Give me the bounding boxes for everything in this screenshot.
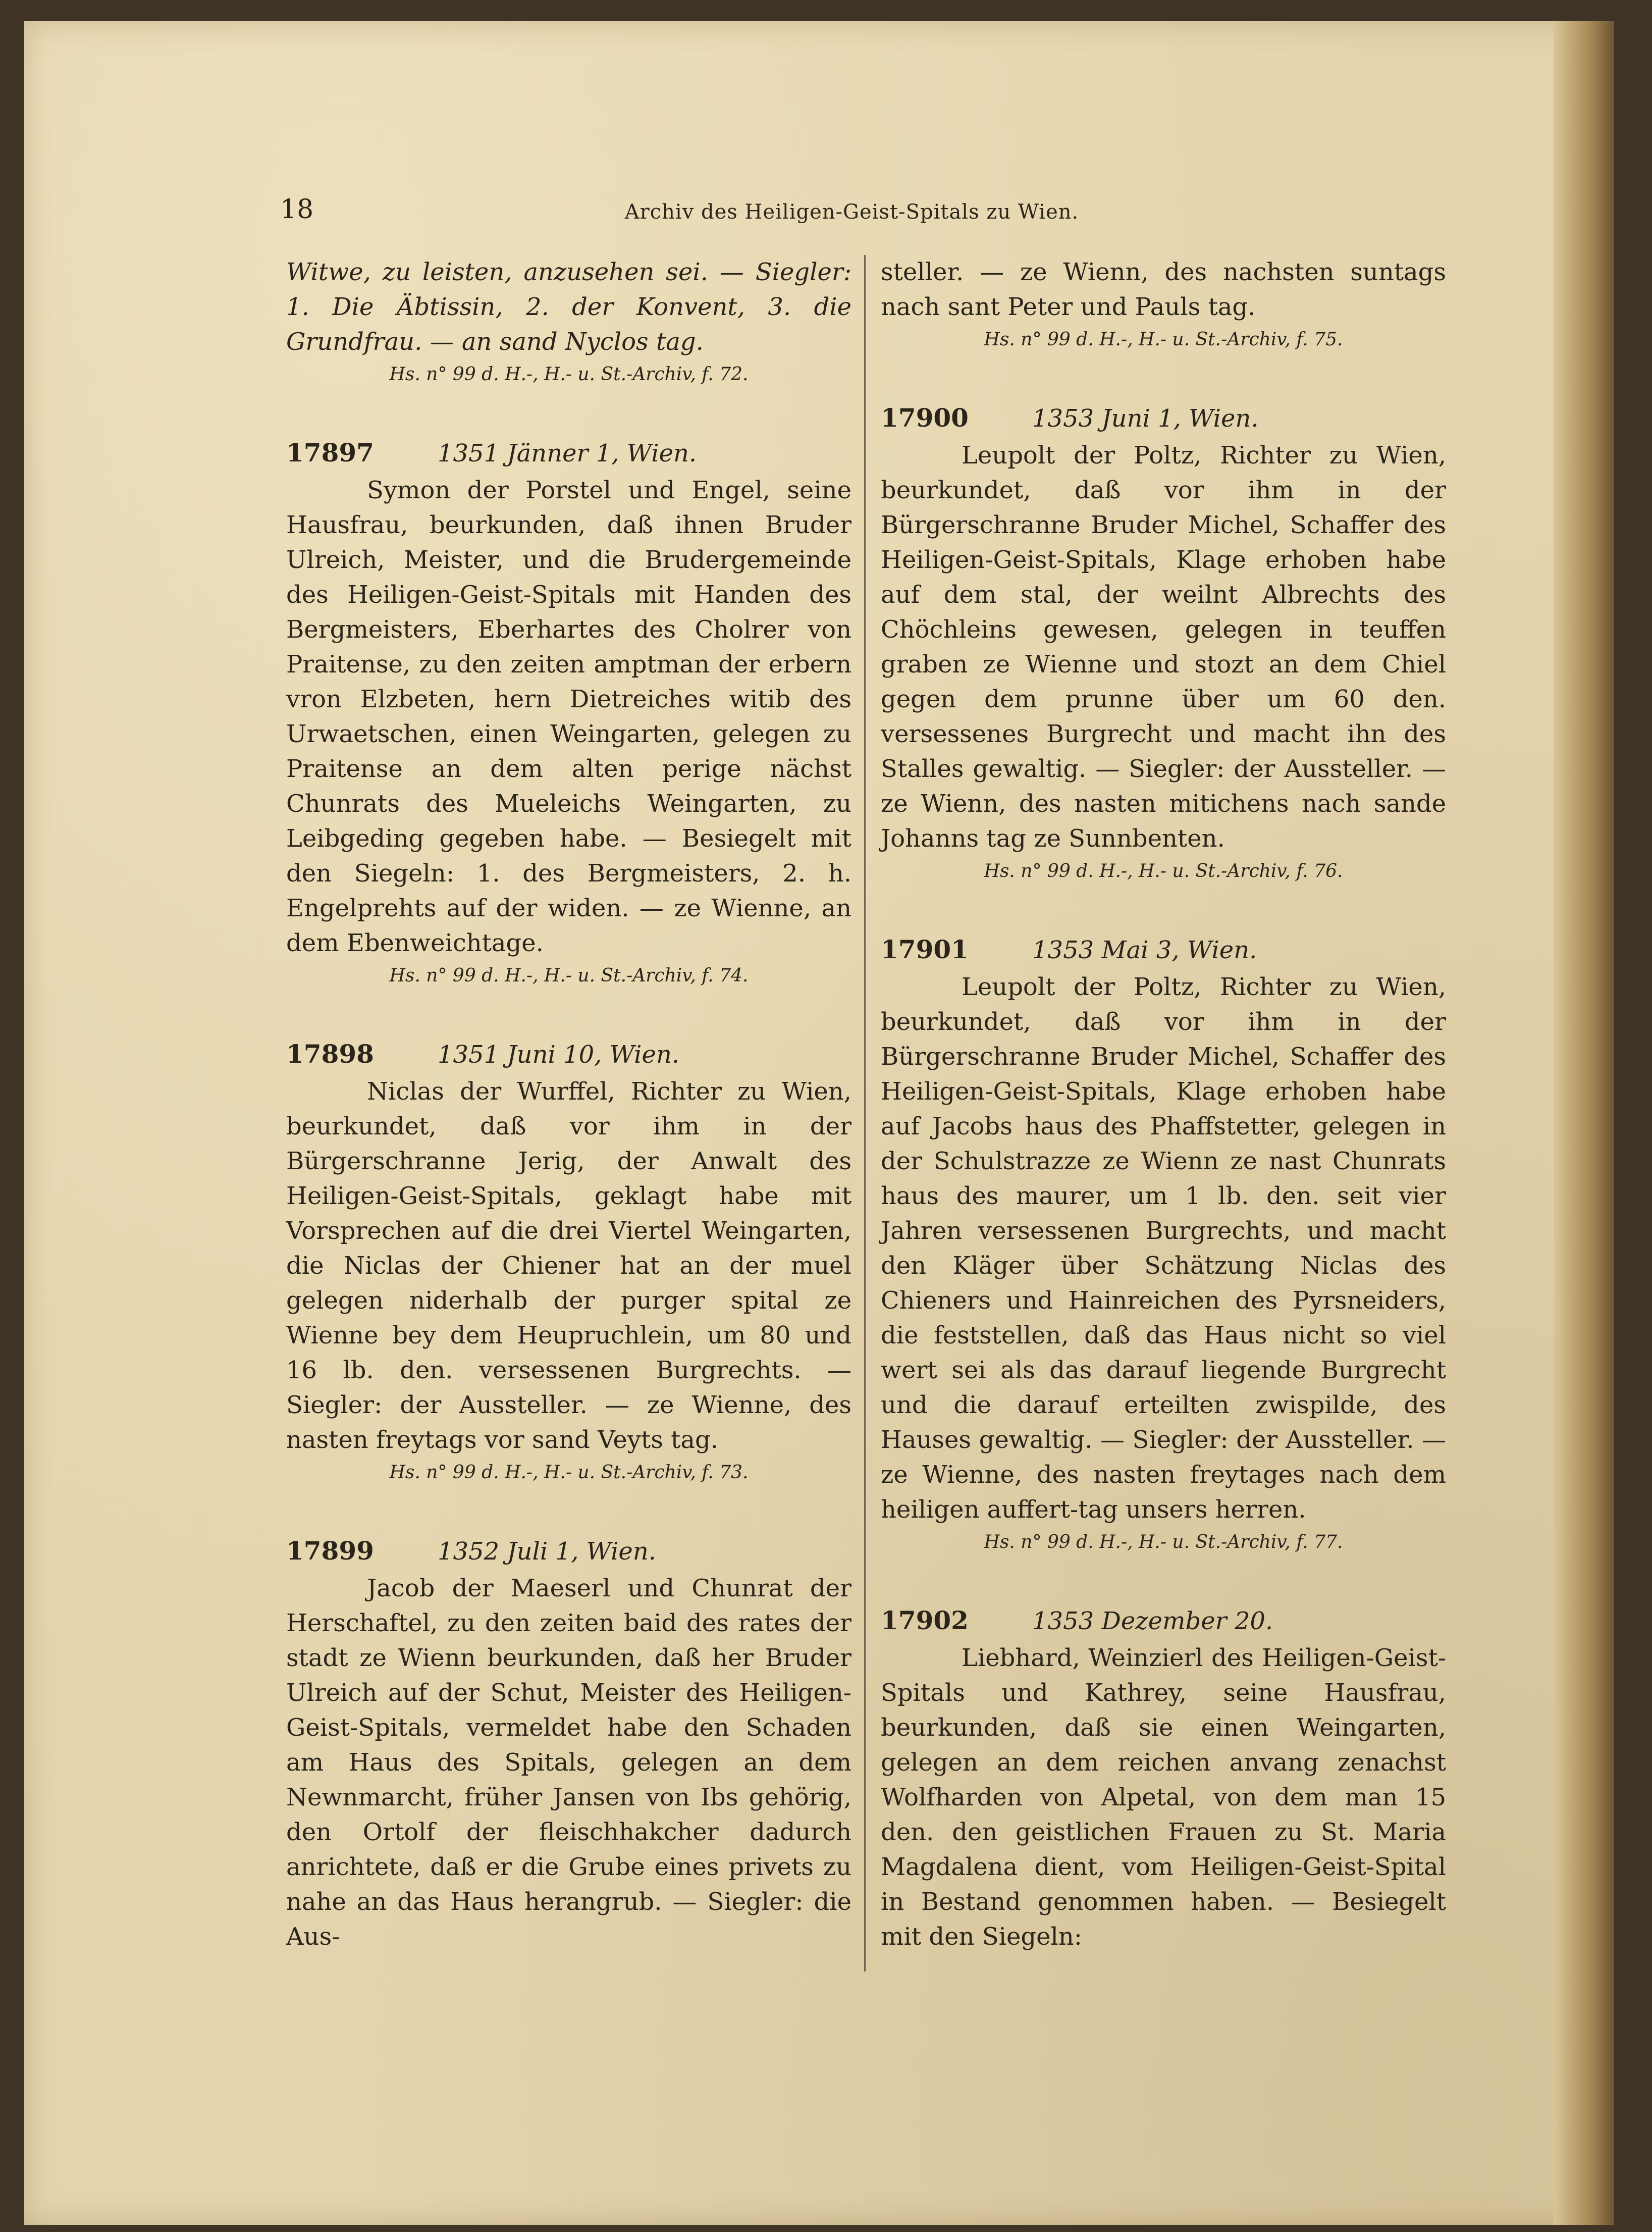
entry-number: 17900 (881, 403, 969, 433)
right-column (881, 255, 1446, 1954)
entry-number: 17902 (881, 1605, 969, 1635)
entry-number: 17898 (286, 1039, 374, 1069)
archive-citation: Hs. n° 99 d. H.-, H.- u. St.-Archiv, f. 72. (389, 364, 749, 385)
entry-17902 (881, 1603, 1446, 1954)
entry-text: Jacob der Maeserl und Chunrat der Herschaftel, zu den zeiten baid des rates der stadt ze Wienn beurkunden, daß her Bruder Ulreich auf der Schut, Meister des Heiligen-Geist-Spitals, vermeldet habe den Schaden am Haus des Spitals, gelegen an dem Newnmarcht, früher Jansen von Ibs gehörig, den Ortolf der fleischhakcher dadurch anrichtete, daß er die Grube eines privets zu nahe an das Haus herangrub. — Siegler: die Aus- (286, 1574, 851, 1951)
entry-number: 17901 (881, 935, 969, 964)
entry-17899 (286, 1533, 851, 1954)
page-header (275, 194, 1428, 235)
entry-date: 1352 Juli 1, Wien. (438, 1537, 657, 1566)
page-spine-edge (1554, 21, 1614, 2225)
archive-citation: Hs. n° 99 d. H.-, H.- u. St.-Archiv, f. 76. (984, 861, 1343, 881)
entry-date: 1353 Dezember 20. (1032, 1607, 1273, 1635)
left-column (286, 255, 851, 1954)
page-number: 18 (280, 194, 314, 225)
continuation-text: Witwe, zu leisten, anzusehen sei. — Siegler: 1. Die Äbtissin, 2. der Konvent, 3. die Grundfrau. — an sand Nyclos tag. (286, 258, 851, 356)
entry-17897 (286, 435, 851, 991)
entry-text: Leupolt der Poltz, Richter zu Wien, beurkundet, daß vor ihm in der Bürgerschranne Bruder Michel, Schaffer des Heiligen-Geist-Spitals, Klage erhoben habe auf dem stal, der weilnt Albrechts des Chöchleins gewesen, gelegen in teuffen graben ze Wienne und stozt an dem Chiel gegen dem prunne über um 60 den. versessenes Burgrecht und macht ihn des Stalles gewaltig. — Siegler: der Aussteller. — ze Wienn, des nasten mitichens nach sande Johanns tag ze Sunnbenten. (881, 441, 1446, 853)
entry-number: 17897 (286, 438, 374, 468)
entry-text: Symon der Porstel und Engel, seine Hausfrau, beurkunden, daß ihnen Bruder Ulreich, Meister, und die Brudergemeinde des Heiligen-Geist-Spitals mit Handen des Bergmeisters, Eberhartes des Cholrer von Praitense, zu den zeiten amptman der erbern vron Elzbeten, hern Dietreiches witib des Urwaetschen, einen Weingarten, gelegen zu Praitense an dem alten perige nächst Chunrats des Mueleichs Weingarten, zu Leibgeding gegeben habe. — Besiegelt mit den Siegeln: 1. des Bergmeisters, 2. h. Engelprehts auf der widen. — ze Wienne, an dem Ebenweichtage. (286, 476, 851, 957)
archive-citation: Hs. n° 99 d. H.-, H.- u. St.-Archiv, f. 73. (389, 1462, 749, 1483)
entry-17900 (881, 400, 1446, 887)
archive-citation: Hs. n° 99 d. H.-, H.- u. St.-Archiv, f. 74. (389, 965, 749, 986)
archive-citation: Hs. n° 99 d. H.-, H.- u. St.-Archiv, f. 75. (984, 329, 1343, 350)
column-divider (864, 255, 866, 1971)
entry-date: 1353 Mai 3, Wien. (1032, 936, 1257, 964)
entry-text: Leupolt der Poltz, Richter zu Wien, beurkundet, daß vor ihm in der Bürgerschranne Bruder Michel, Schaffer des Heiligen-Geist-Spitals, Klage erhoben habe auf Jacobs haus des Phaffstetter, gelegen in der Schulstrazze ze Wienn ze nast Chunrats haus des maurer, um 1 lb. den. seit vier Jahren versessenen Burgrechts, und macht den Kläger über Schätzung Niclas des Chieners und Hainreichen des Pyrsneiders, die feststellen, daß das Haus nicht so viel wert sei als das darauf liegende Burgrecht und die darauf erteilten zwispilde, des Hauses gewaltig. — Siegler: der Aussteller. — ze Wienne, des nasten freytages nach dem heiligen auffert-tag unsers herren. (881, 973, 1446, 1524)
entry-text: Niclas der Wurffel, Richter zu Wien, beurkundet, daß vor ihm in der Bürgerschranne Jerig, der Anwalt des Heiligen-Geist-Spitals, geklagt habe mit Vorsprechen auf die drei Viertel Weingarten, die Niclas der Chiener hat an der muel gelegen niderhalb der purger spital ze Wienne bey dem Heupruchlein, um 80 und 16 lb. den. versessenen Burgrechts. — Siegler: der Aussteller. — ze Wienne, des nasten freytags vor sand Veyts tag. (286, 1077, 851, 1454)
running-title: Archiv des Heiligen-Geist-Spitals zu Wien. (624, 200, 1079, 224)
entry-17898 (286, 1036, 851, 1488)
entry-date: 1351 Juni 10, Wien. (438, 1041, 680, 1069)
entry-17901 (881, 932, 1446, 1558)
entry-number: 17899 (286, 1536, 374, 1566)
archive-citation: Hs. n° 99 d. H.-, H.- u. St.-Archiv, f. 77. (984, 1532, 1343, 1552)
entry-date: 1353 Juni 1, Wien. (1032, 404, 1259, 433)
continuation-text: steller. — ze Wienn, des nachsten suntags nach sant Peter und Pauls tag. (881, 258, 1446, 321)
entry-text: Liebhard, Weinzierl des Heiligen-Geist-Spitals und Kathrey, seine Hausfrau, beurkunden, daß sie einen Weingarten, gelegen an dem reichen anvang zenachst Wolfharden von Alpetal, von dem man 15 den. den geistlichen Frauen zu St. Maria Magdalena dient, vom Heiligen-Geist-Spital in Bestand genommen haben. — Besiegelt mit den Siegeln: (881, 1644, 1446, 1951)
entry-date: 1351 Jänner 1, Wien. (438, 439, 697, 468)
